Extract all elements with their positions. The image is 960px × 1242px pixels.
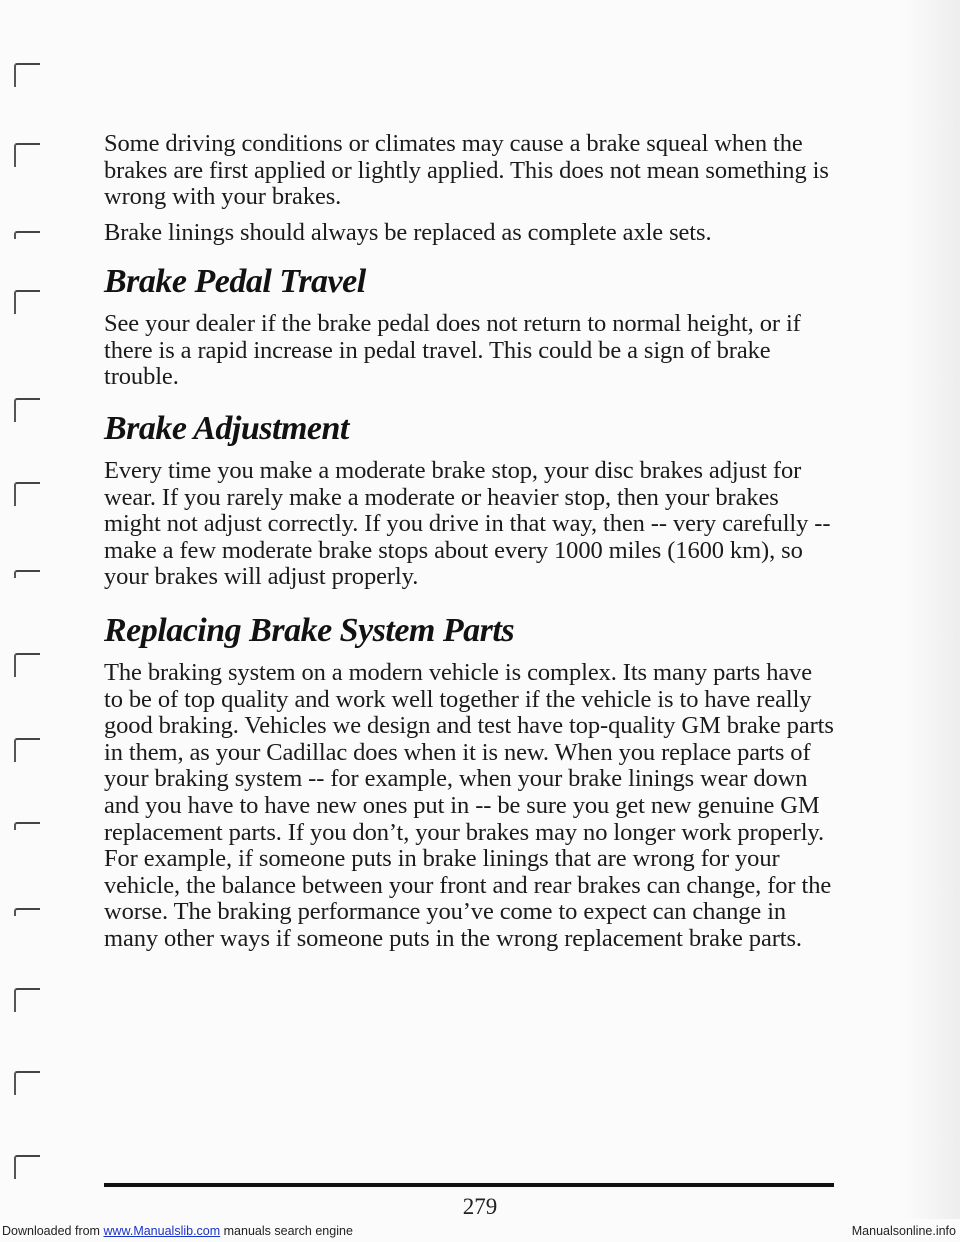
paragraph-brake-squeal: Some driving conditions or climates may cause a brake squeal when the brakes are first applied or lightly applied. This does not mean something is wrong with your brakes.	[104, 130, 829, 211]
margin-binding-mark	[14, 908, 40, 916]
footer-prefix: Downloaded from	[2, 1224, 104, 1238]
margin-binding-mark	[14, 290, 40, 314]
section-replacing-brake-parts	[104, 660, 834, 953]
heading-replacing-brake-parts: Replacing Brake System Parts	[104, 612, 515, 649]
page-edge-shadow	[904, 0, 960, 1219]
intro-block	[104, 131, 834, 246]
margin-binding-mark	[14, 570, 40, 578]
footer-suffix: manuals search engine	[220, 1224, 353, 1238]
margin-binding-mark	[14, 653, 40, 677]
paragraph-brake-adjustment: Every time you make a moderate brake stop, your disc brakes adjust for wear. If you rarely make a moderate or heavier stop, then your brakes might not adjust correctly. If you drive in that way, then -- very carefully -- make a few moderate brake stops about every 1000 miles (1600 km), so your brakes will adjust properly.	[104, 457, 831, 591]
download-footer	[2, 1224, 353, 1238]
margin-binding-mark	[14, 63, 40, 87]
section-brake-pedal-travel	[104, 311, 834, 391]
margin-binding-mark	[14, 738, 40, 762]
margin-binding-mark	[14, 231, 40, 239]
watermark-manualsonline: Manualsonline.info	[851, 1224, 956, 1238]
margin-binding-mark	[14, 988, 40, 1012]
margin-binding-mark	[14, 398, 40, 422]
heading-brake-pedal-travel: Brake Pedal Travel	[104, 263, 366, 300]
margin-binding-mark	[14, 482, 40, 506]
paragraph-replacing-brake-parts: The braking system on a modern vehicle is complex. Its many parts have to be of top quality and work well together if the vehicle is to have really good braking. Vehicles we design and test have top-quality GM brake parts in them, as your Cadillac does when it is new. When you replace parts of your braking system -- for example, when your brake linings wear down and you have to have new ones put in -- be sure you get new genuine GM replacement parts. If you don’t, your brakes may no longer work properly. For example, if someone puts in brake linings that are wrong for your vehicle, the balance between your front and rear brakes can change, for the worse. The braking performance you’ve come to expect can change in many other ways if someone puts in the wrong replacement brake parts.	[104, 659, 834, 952]
margin-binding-mark	[14, 1071, 40, 1095]
page-number: 279	[462, 1194, 498, 1219]
footer-rule	[104, 1183, 834, 1187]
margin-binding-mark	[14, 143, 40, 167]
section-brake-adjustment	[104, 458, 834, 591]
paragraph-brake-linings: Brake linings should always be replaced as complete axle sets.	[104, 218, 712, 246]
heading-brake-adjustment: Brake Adjustment	[104, 410, 349, 447]
margin-binding-mark	[14, 1155, 40, 1179]
margin-binding-mark	[14, 822, 40, 830]
manualslib-link[interactable]: www.Manualslib.com	[103, 1224, 221, 1238]
paragraph-pedal-travel: See your dealer if the brake pedal does not return to normal height, or if there is a rapid increase in pedal travel. This could be a sign of brake trouble.	[104, 310, 801, 391]
